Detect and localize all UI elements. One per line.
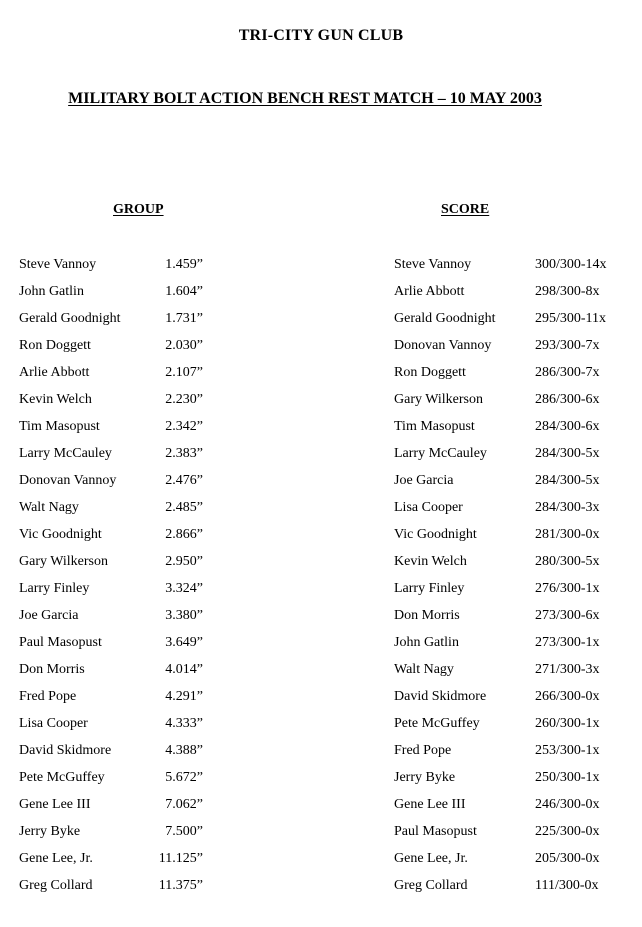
score-value: 266/300-0x <box>535 689 600 704</box>
group-result-row <box>19 741 229 768</box>
shooter-name: Gerald Goodnight <box>394 311 496 326</box>
score-result-row <box>394 660 634 687</box>
shooter-name: Larry Finley <box>19 581 90 596</box>
score-value: 273/300-6x <box>535 608 600 623</box>
group-size-value: 11.375” <box>158 878 203 893</box>
score-value: 284/300-3x <box>535 500 600 515</box>
group-size-value: 2.230” <box>165 392 203 407</box>
shooter-name: Lisa Cooper <box>19 716 88 731</box>
score-result-row <box>394 633 634 660</box>
shooter-name: Donovan Vannoy <box>394 338 492 353</box>
group-result-row <box>19 363 229 390</box>
group-size-value: 3.380” <box>165 608 203 623</box>
shooter-name: Don Morris <box>394 608 460 623</box>
group-size-value: 2.030” <box>165 338 203 353</box>
shooter-name: Fred Pope <box>19 689 77 704</box>
score-value: 293/300-7x <box>535 338 600 353</box>
shooter-name: Larry Finley <box>394 581 465 596</box>
group-result-row <box>19 498 229 525</box>
score-value: 111/300-0x <box>535 878 599 893</box>
score-value: 273/300-1x <box>535 635 600 650</box>
group-result-row <box>19 822 229 849</box>
group-size-value: 11.125” <box>158 851 203 866</box>
group-size-value: 4.333” <box>165 716 203 731</box>
score-results-list <box>394 255 634 903</box>
score-result-row <box>394 336 634 363</box>
score-value: 284/300-6x <box>535 419 600 434</box>
group-result-row <box>19 336 229 363</box>
score-value: 271/300-3x <box>535 662 600 677</box>
group-size-value: 7.500” <box>165 824 203 839</box>
shooter-name: Steve Vannoy <box>394 257 472 272</box>
group-result-row <box>19 768 229 795</box>
group-size-value: 4.388” <box>165 743 203 758</box>
score-value: 286/300-7x <box>535 365 600 380</box>
group-result-row <box>19 849 229 876</box>
score-result-row <box>394 390 634 417</box>
shooter-name: Kevin Welch <box>394 554 467 569</box>
score-result-row <box>394 525 634 552</box>
score-result-row <box>394 795 634 822</box>
group-result-row <box>19 633 229 660</box>
shooter-name: Greg Collard <box>19 878 93 893</box>
score-value: 281/300-0x <box>535 527 600 542</box>
score-value: 280/300-5x <box>535 554 600 569</box>
shooter-name: Don Morris <box>19 662 85 677</box>
group-size-value: 1.604” <box>165 284 203 299</box>
score-result-row <box>394 363 634 390</box>
group-result-row <box>19 471 229 498</box>
group-size-value: 2.485” <box>165 500 203 515</box>
shooter-name: Gene Lee, Jr. <box>19 851 93 866</box>
score-value: 205/300-0x <box>535 851 600 866</box>
shooter-name: Vic Goodnight <box>19 527 102 542</box>
shooter-name: Joe Garcia <box>19 608 79 623</box>
score-result-row <box>394 471 634 498</box>
score-result-row <box>394 768 634 795</box>
group-result-row <box>19 525 229 552</box>
group-result-row <box>19 552 229 579</box>
score-result-row <box>394 309 634 336</box>
score-value: 253/300-1x <box>535 743 600 758</box>
shooter-name: John Gatlin <box>394 635 459 650</box>
group-result-row <box>19 579 229 606</box>
group-size-value: 1.731” <box>165 311 203 326</box>
shooter-name: Fred Pope <box>394 743 452 758</box>
group-size-value: 2.383” <box>165 446 203 461</box>
group-result-row <box>19 687 229 714</box>
group-result-row <box>19 417 229 444</box>
group-size-value: 2.342” <box>165 419 203 434</box>
match-title: MILITARY BOLT ACTION BENCH REST MATCH – 10 MAY 2003 <box>68 90 542 107</box>
shooter-name: Gerald Goodnight <box>19 311 121 326</box>
score-result-row <box>394 282 634 309</box>
shooter-name: Gary Wilkerson <box>19 554 108 569</box>
shooter-name: David Skidmore <box>394 689 487 704</box>
shooter-name: Joe Garcia <box>394 473 454 488</box>
club-title: TRI-CITY GUN CLUB <box>238 27 404 44</box>
score-result-row <box>394 741 634 768</box>
shooter-name: Paul Masopust <box>19 635 102 650</box>
group-result-row <box>19 606 229 633</box>
group-column-heading: GROUP <box>113 202 164 217</box>
score-result-row <box>394 579 634 606</box>
score-value: 250/300-1x <box>535 770 600 785</box>
shooter-name: Gene Lee III <box>394 797 466 812</box>
shooter-name: Kevin Welch <box>19 392 92 407</box>
score-result-row <box>394 876 634 903</box>
shooter-name: John Gatlin <box>19 284 84 299</box>
score-value: 246/300-0x <box>535 797 600 812</box>
score-value: 225/300-0x <box>535 824 600 839</box>
shooter-name: Jerry Byke <box>19 824 81 839</box>
group-result-row <box>19 795 229 822</box>
group-size-value: 3.649” <box>165 635 203 650</box>
score-result-row <box>394 417 634 444</box>
group-result-row <box>19 444 229 471</box>
score-result-row <box>394 552 634 579</box>
score-result-row <box>394 822 634 849</box>
group-result-row <box>19 255 229 282</box>
group-size-value: 2.476” <box>165 473 203 488</box>
shooter-name: Tim Masopust <box>394 419 475 434</box>
group-size-value: 4.014” <box>165 662 203 677</box>
group-size-value: 1.459” <box>165 257 203 272</box>
shooter-name: Pete McGuffey <box>394 716 480 731</box>
shooter-name: Arlie Abbott <box>394 284 465 299</box>
score-value: 286/300-6x <box>535 392 600 407</box>
score-value: 298/300-8x <box>535 284 600 299</box>
group-size-value: 3.324” <box>165 581 203 596</box>
shooter-name: Larry McCauley <box>19 446 112 461</box>
score-value: 276/300-1x <box>535 581 600 596</box>
shooter-name: Ron Doggett <box>394 365 466 380</box>
shooter-name: Arlie Abbott <box>19 365 90 380</box>
shooter-name: Gary Wilkerson <box>394 392 483 407</box>
score-value: 300/300-14x <box>535 257 607 272</box>
shooter-name: Lisa Cooper <box>394 500 463 515</box>
group-result-row <box>19 714 229 741</box>
score-result-row <box>394 687 634 714</box>
score-value: 295/300-11x <box>535 311 607 326</box>
shooter-name: Tim Masopust <box>19 419 100 434</box>
shooter-name: Gene Lee III <box>19 797 91 812</box>
score-value: 284/300-5x <box>535 473 600 488</box>
score-result-row <box>394 255 634 282</box>
score-column-heading: SCORE <box>441 202 490 217</box>
group-result-row <box>19 876 229 903</box>
shooter-name: Donovan Vannoy <box>19 473 117 488</box>
group-size-value: 4.291” <box>165 689 203 704</box>
shooter-name: Larry McCauley <box>394 446 487 461</box>
score-result-row <box>394 714 634 741</box>
group-size-value: 2.866” <box>165 527 203 542</box>
shooter-name: Ron Doggett <box>19 338 91 353</box>
group-size-value: 7.062” <box>165 797 203 812</box>
shooter-name: Greg Collard <box>394 878 468 893</box>
group-results-list <box>19 255 229 903</box>
score-value: 284/300-5x <box>535 446 600 461</box>
group-size-value: 5.672” <box>165 770 203 785</box>
shooter-name: Steve Vannoy <box>19 257 97 272</box>
group-size-value: 2.950” <box>165 554 203 569</box>
score-result-row <box>394 498 634 525</box>
group-result-row <box>19 660 229 687</box>
score-result-row <box>394 606 634 633</box>
group-result-row <box>19 309 229 336</box>
score-result-row <box>394 849 634 876</box>
shooter-name: Gene Lee, Jr. <box>394 851 468 866</box>
shooter-name: Vic Goodnight <box>394 527 477 542</box>
shooter-name: Walt Nagy <box>394 662 454 677</box>
shooter-name: Pete McGuffey <box>19 770 105 785</box>
shooter-name: Walt Nagy <box>19 500 79 515</box>
group-result-row <box>19 282 229 309</box>
shooter-name: Jerry Byke <box>394 770 456 785</box>
group-size-value: 2.107” <box>165 365 203 380</box>
shooter-name: Paul Masopust <box>394 824 477 839</box>
score-value: 260/300-1x <box>535 716 600 731</box>
group-result-row <box>19 390 229 417</box>
score-result-row <box>394 444 634 471</box>
shooter-name: David Skidmore <box>19 743 112 758</box>
